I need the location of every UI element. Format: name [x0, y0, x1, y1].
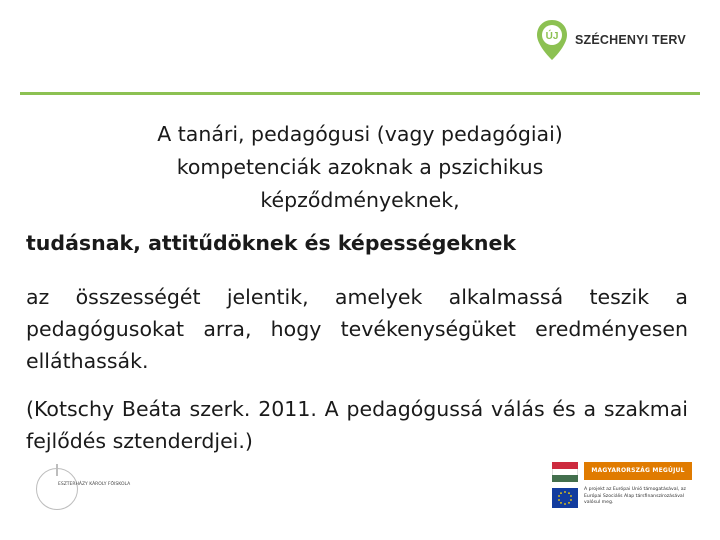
citation: (Kotschy Beáta szerk. 2011. A pedagógussá válás és a szakmai fejlődés sztenderdjei.) [26, 397, 688, 453]
hungary-banner: MAGYARORSZÁG MEGÚJUL [584, 462, 692, 480]
title-line-2: kompetenciák azoknak a pszichikus [176, 155, 544, 179]
title-line-3: képződményeknek, [260, 188, 460, 212]
college-logo [36, 468, 131, 518]
location-pin-icon [535, 18, 569, 62]
slide-title [60, 118, 660, 217]
eu-flag-icon [552, 488, 578, 508]
funding-logos [548, 460, 698, 520]
emphasis-line: tudásnak, attitűdöknek és képességeknek [26, 231, 517, 255]
definition-paragraph: az összességét jelentik, amelyek alkalmassá teszik a pedagógusokat arra, hogy tevékenységüket eredményesen elláthassák. [26, 285, 688, 373]
header-divider [20, 92, 700, 95]
title-line-1: A tanári, pedagógusi (vagy pedagógiai) [157, 122, 563, 146]
college-logo-label: ESZTERHÁZY KÁROLY FŐISKOLA [58, 482, 131, 487]
szechenyi-terv-logo [535, 18, 686, 62]
logo-mark-text: ÚJ [545, 31, 559, 42]
logo-text: SZÉCHENYI TERV [575, 33, 686, 47]
eu-funding-text: A projekt az Európai Unió támogatásával, az Európai Szociális Alap társfinanszírozásával valósul meg. [584, 487, 686, 505]
hungary-flag-icon [552, 462, 578, 482]
